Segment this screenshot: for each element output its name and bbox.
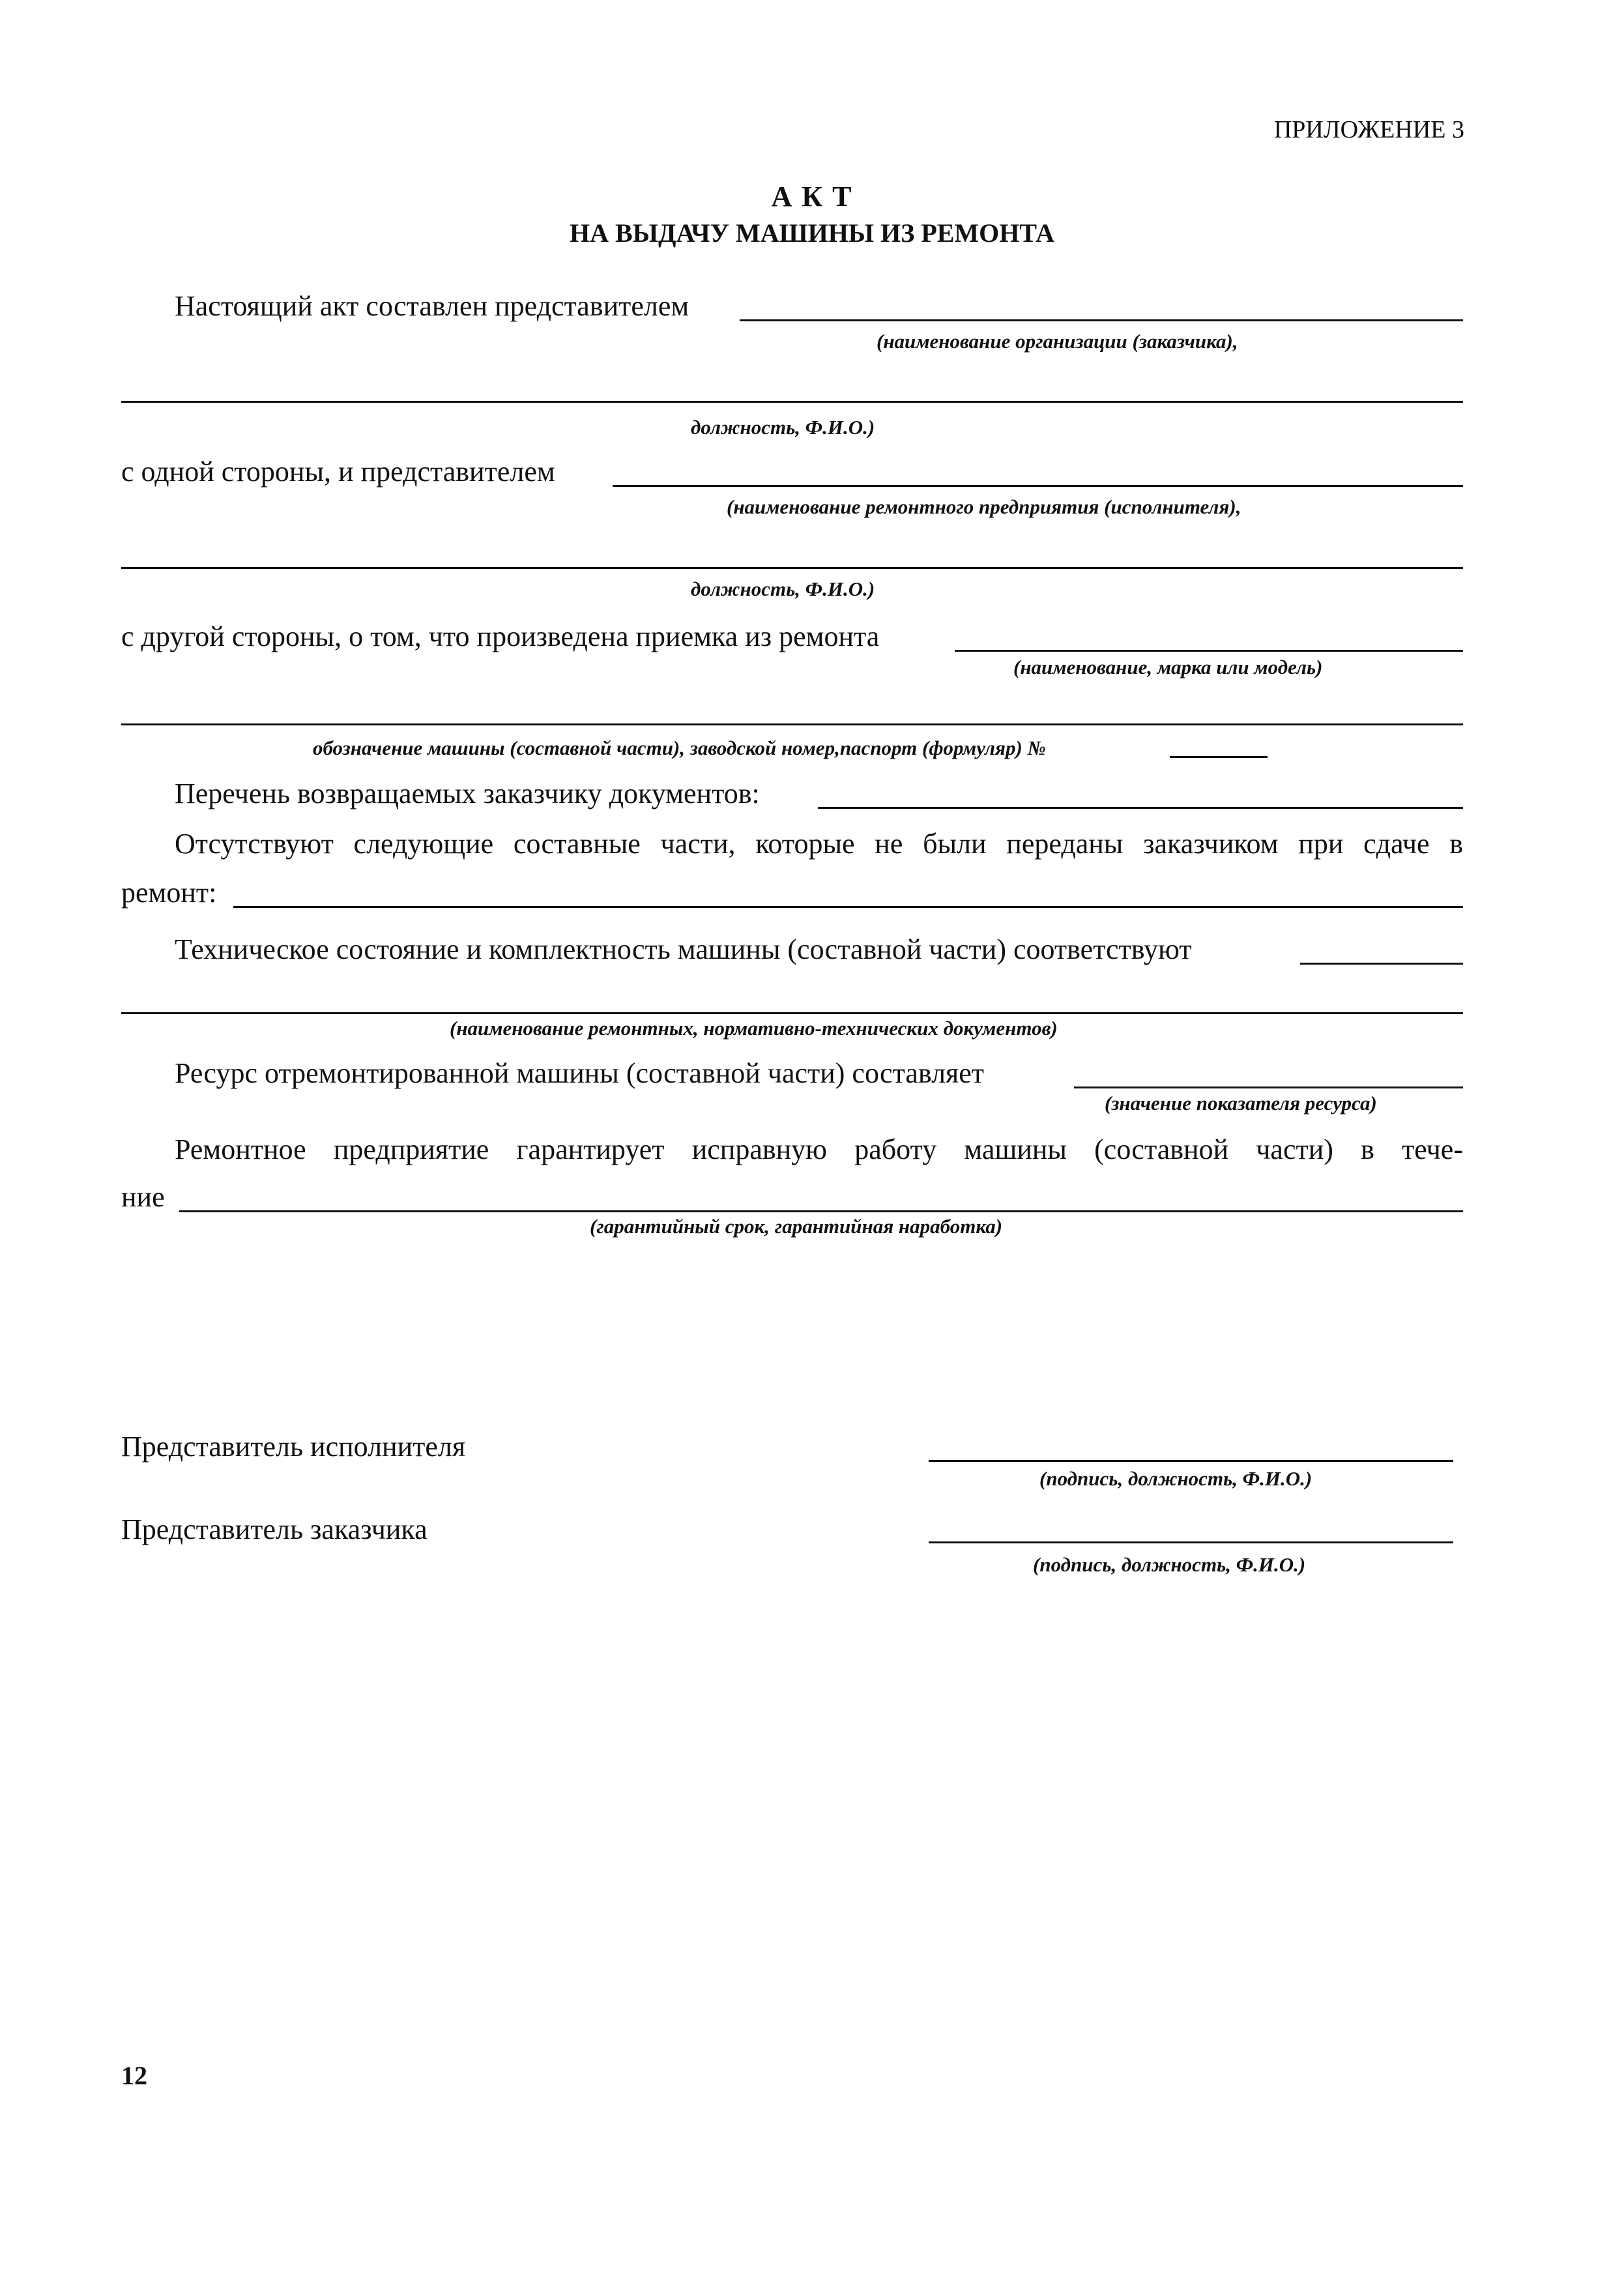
p3-fill-line[interactable]: [955, 650, 1463, 652]
p6-fill-line-2[interactable]: [121, 1012, 1463, 1014]
p4-fill-line[interactable]: [818, 807, 1463, 809]
executor-label: Представитель исполнителя: [121, 1431, 466, 1463]
p3-caption: (наименование, марка или модель): [1013, 656, 1323, 678]
appendix-label: ПРИЛОЖЕНИЕ 3: [1273, 116, 1464, 143]
p1-text: Настоящий акт составлен представителем: [175, 290, 689, 322]
p6-caption: (наименование ремонтных, нормативно-технических документов): [450, 1017, 1058, 1040]
p8-caption: (гарантийный срок, гарантийная наработка): [590, 1215, 1003, 1238]
p5-fill-line[interactable]: [233, 906, 1463, 908]
p3-text: с другой стороны, о том, что произведена приемка из ремонта: [121, 620, 880, 652]
p6-fill-line[interactable]: [1300, 963, 1463, 965]
p7-text: Ресурс отремонтированной машины (составной части) составляет: [175, 1057, 985, 1089]
p7-caption: (значение показателя ресурса): [1105, 1092, 1377, 1115]
customer-signature-line[interactable]: [929, 1541, 1453, 1543]
p8-text-line-2: ние: [121, 1181, 165, 1213]
p1-fill-line[interactable]: [740, 319, 1463, 321]
p2-fill-line[interactable]: [613, 485, 1463, 487]
p2-fill-line-2[interactable]: [121, 567, 1463, 569]
p8-fill-line[interactable]: [179, 1210, 1463, 1212]
p1-fill-line-2[interactable]: [121, 401, 1463, 403]
page-number: 12: [121, 2061, 147, 2090]
p2-caption-2: должность, Ф.И.О.): [691, 577, 875, 600]
p5-text-line-1: Отсутствуют следующие составные части, которые не были переданы заказчиком при сдаче в: [175, 828, 1463, 860]
customer-label: Представитель заказчика: [121, 1513, 428, 1545]
p4-text: Перечень возвращаемых заказчику документов:: [175, 778, 760, 809]
p5-text-line-2: ремонт:: [121, 877, 217, 909]
p2-text: с одной стороны, и представителем: [121, 456, 555, 488]
p8-text-line-1: Ремонтное предприятие гарантирует исправную работу машины (составной части) в тече-: [175, 1133, 1463, 1165]
p3-caption-2: обозначение машины (составной части), заводской номер,паспорт (формуляр) №: [313, 736, 1046, 759]
passport-number-line[interactable]: [1170, 756, 1268, 758]
p3-fill-line-2[interactable]: [121, 723, 1463, 725]
p2-caption: (наименование ремонтного предприятия (исполнителя),: [727, 495, 1241, 518]
executor-signature-line[interactable]: [929, 1460, 1453, 1462]
executor-caption: (подпись, должность, Ф.И.О.): [1039, 1467, 1312, 1490]
p7-fill-line[interactable]: [1074, 1086, 1463, 1088]
p6-text: Техническое состояние и комплектность машины (составной части) соответствуют: [175, 933, 1192, 965]
p1-caption-2: должность, Ф.И.О.): [691, 416, 875, 439]
customer-caption: (подпись, должность, Ф.И.О.): [1033, 1553, 1306, 1576]
title-line-2: НА ВЫДАЧУ МАШИНЫ ИЗ РЕМОНТА: [570, 218, 1054, 248]
title-line-1: А К Т: [771, 181, 853, 212]
p1-caption: (наименование организации (заказчика),: [877, 330, 1238, 353]
